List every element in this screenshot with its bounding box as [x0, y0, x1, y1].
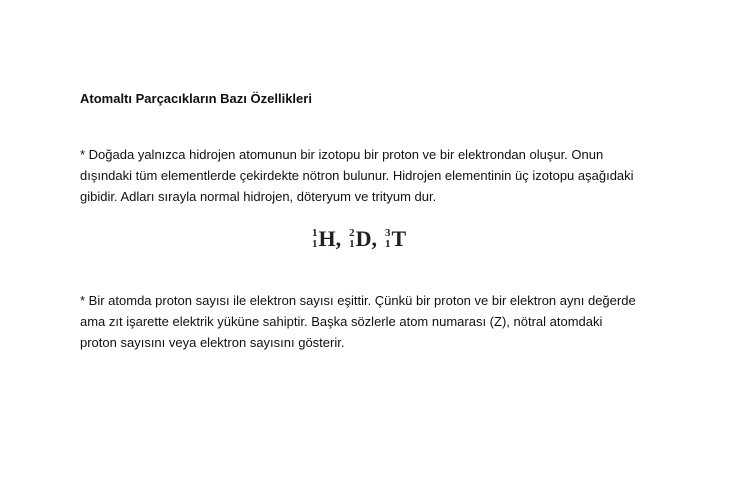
paragraph-isotopes: [80, 144, 700, 207]
element-symbol: H: [318, 226, 336, 251]
mass-number: 3: [385, 227, 391, 239]
paragraph-line: * Doğada yalnızca hidrojen atomunun bir izotopu bir proton ve bir elektrondan oluşur. Onun: [80, 147, 604, 162]
isotope-tritium: [385, 227, 414, 251]
element-symbol: D: [355, 226, 372, 251]
mass-number: 2: [349, 227, 355, 239]
section-title: Atomaltı Parçacıkların Bazı Özellikleri: [80, 91, 312, 106]
paragraph-line: dışındaki tüm elementlerde çekirdekte nötron bulunur. Hidrojen elementinin üç izotopu aşağıdaki: [80, 168, 634, 183]
paragraph-line: gibidir. Adları sırayla normal hidrojen, döteryum ve trityum dur.: [80, 189, 437, 204]
separator: ,: [371, 226, 378, 251]
element-symbol: T: [391, 226, 407, 251]
paragraph-proton-electron: [80, 290, 700, 353]
isotope-hydrogen: [312, 227, 349, 251]
isotope-notation-figure: [312, 211, 414, 251]
atomic-number: 1: [385, 238, 391, 250]
mass-number: 1: [312, 227, 318, 239]
isotope-deuterium: [349, 227, 385, 251]
atomic-number: 1: [312, 238, 318, 250]
paragraph-line: * Bir atomda proton sayısı ile elektron sayısı eşittir. Çünkü bir proton ve bir elektron aynı değerde: [80, 293, 636, 308]
paragraph-line: proton sayısını veya elektron sayısını gösterir.: [80, 335, 345, 350]
separator: ,: [335, 226, 342, 251]
paragraph-line: ama zıt işarette elektrik yüküne sahiptir. Başka sözlerle atom numarası (Z), nötral atomdaki: [80, 314, 603, 329]
atomic-number: 1: [349, 238, 355, 250]
